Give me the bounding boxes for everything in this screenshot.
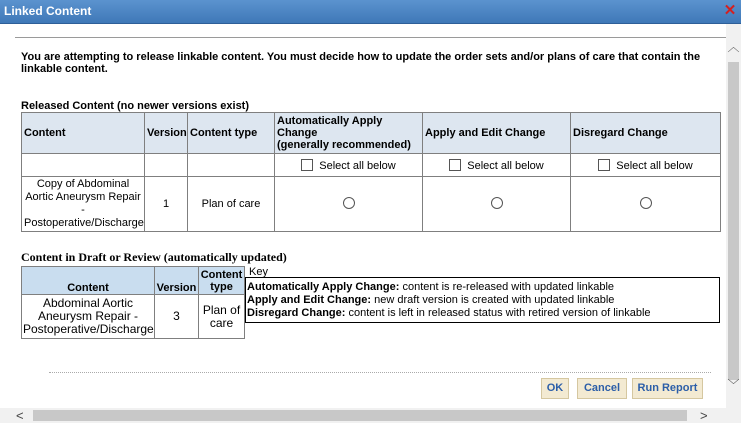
key-legend (245, 277, 720, 323)
ok-button[interactable]: OK (541, 378, 569, 399)
scrollbar-corner (726, 408, 741, 423)
row-content-type: Plan of care (188, 177, 275, 232)
table-header-row (22, 267, 245, 295)
window-title: Linked Content (4, 4, 92, 18)
run-report-button[interactable]: Run Report (632, 378, 703, 399)
select-all-disregard-checkbox[interactable] (598, 159, 610, 171)
released-section-label: Released Content (no newer versions exist) (21, 100, 250, 112)
select-all-apply-edit[interactable] (423, 154, 571, 177)
key-item: Apply and Edit Change: new draft version is created with updated linkable (247, 294, 615, 306)
select-all-auto-apply-checkbox[interactable] (301, 159, 313, 171)
column-header-auto-apply (275, 113, 423, 154)
table-header-row (22, 113, 721, 154)
disregard-radio[interactable] (640, 197, 652, 209)
column-header-version: Version (155, 267, 199, 295)
row-version: 3 (155, 295, 199, 339)
column-header-content: Content (22, 267, 155, 295)
select-all-apply-edit-checkbox[interactable] (449, 159, 461, 171)
key-label: Key (249, 266, 268, 278)
key-item: Disregard Change: content is left in released status with retired version of linkable (247, 307, 651, 319)
select-all-row (22, 154, 721, 177)
column-header-disregard: Disregard Change (571, 113, 721, 154)
horizontal-scrollbar[interactable] (0, 408, 726, 423)
divider (49, 372, 711, 373)
chevron-right-icon[interactable]: > (700, 408, 708, 423)
disregard-cell (571, 177, 721, 232)
auto-apply-line1: Automatically Apply (277, 115, 383, 127)
auto-apply-cell (275, 177, 423, 232)
vertical-scrollbar[interactable] (726, 24, 741, 408)
dialog-content (0, 24, 726, 408)
select-all-disregard[interactable] (571, 154, 721, 177)
column-header-version: Version (145, 113, 188, 154)
table-row (22, 177, 721, 232)
column-header-apply-edit: Apply and Edit Change (423, 113, 571, 154)
intro-text: You are attempting to release linkable content. You must decide how to update the order sets and/or plans of care that contain the linkable content. (21, 51, 701, 75)
released-content-table (21, 112, 721, 232)
row-version: 1 (145, 177, 188, 232)
column-header-content: Content (22, 113, 145, 154)
auto-apply-radio[interactable] (343, 197, 355, 209)
scroll-thumb[interactable] (33, 410, 687, 421)
auto-apply-line2: Change (277, 127, 318, 139)
chevron-down-icon[interactable]: ﹀ (727, 378, 740, 392)
divider (15, 37, 726, 38)
apply-edit-cell (423, 177, 571, 232)
draft-content-table (21, 266, 245, 339)
column-header-content-type: Content type (188, 113, 275, 154)
select-all-label: Select all below (616, 159, 693, 172)
title-bar (0, 0, 741, 24)
column-header-content-type: Content type (199, 267, 245, 295)
chevron-left-icon[interactable]: < (16, 408, 24, 423)
table-row (22, 295, 245, 339)
row-content-type: Plan of care (199, 295, 245, 339)
row-content: Abdominal Aortic Aneurysm Repair - Postoperative/Discharge (22, 295, 155, 339)
apply-edit-radio[interactable] (491, 197, 503, 209)
cancel-button[interactable]: Cancel (577, 378, 627, 399)
close-icon[interactable]: ✕ (723, 2, 737, 19)
row-content: Copy of Abdominal Aortic Aneurysm Repair - Postoperative/Discharge (22, 177, 145, 232)
key-item: Automatically Apply Change: content is re-released with updated linkable (247, 281, 615, 293)
auto-apply-line3: (generally recommended) (277, 139, 411, 151)
select-all-auto-apply[interactable] (275, 154, 423, 177)
scroll-thumb[interactable] (728, 62, 739, 380)
draft-section-label: Content in Draft or Review (automatically updated) (21, 250, 287, 264)
window-footer (0, 423, 741, 439)
select-all-label: Select all below (467, 159, 544, 172)
chevron-up-icon[interactable]: ︿ (727, 40, 740, 54)
select-all-label: Select all below (319, 159, 396, 172)
